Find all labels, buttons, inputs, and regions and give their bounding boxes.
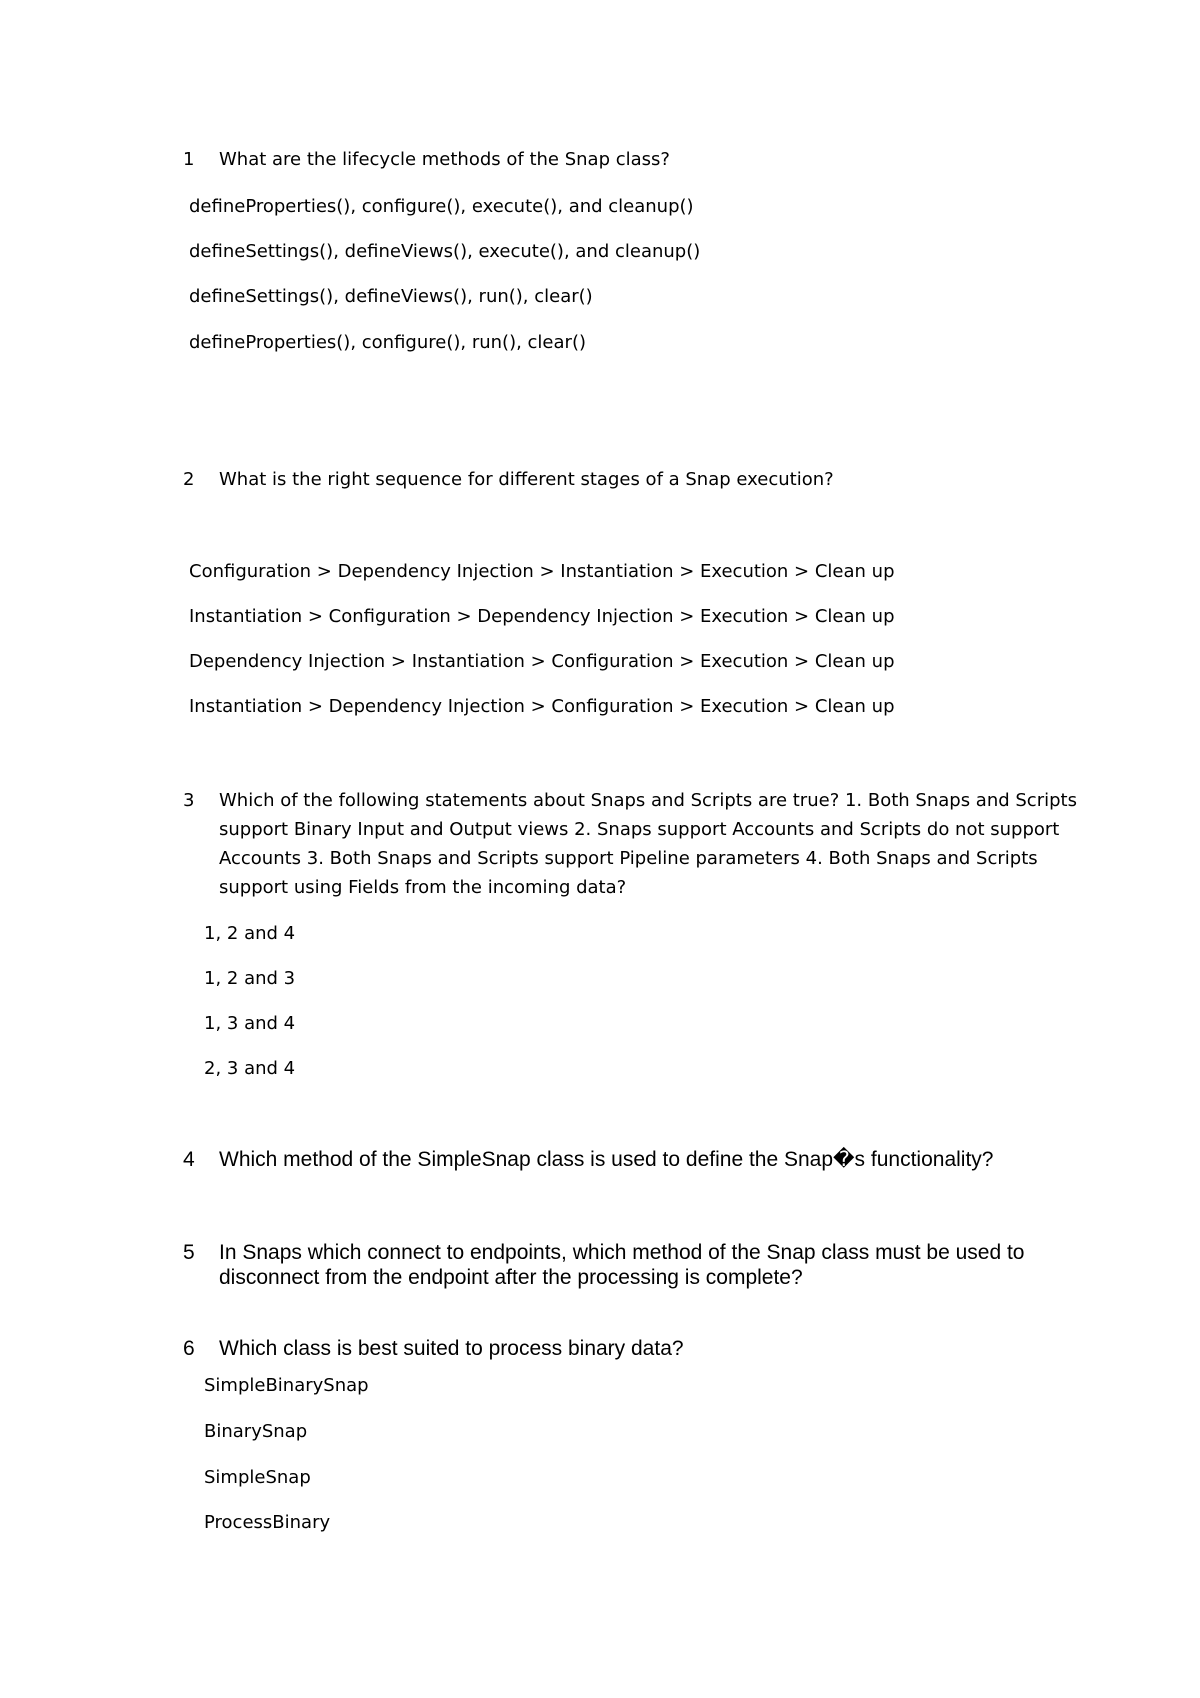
option-6c: SimpleSnap [204, 1467, 311, 1488]
option-6b: BinarySnap [204, 1421, 308, 1442]
option-1d: defineProperties(), configure(), run(), clear() [189, 332, 586, 353]
question-number: 4 [183, 1148, 195, 1171]
question-text: In Snaps which connect to endpoints, which method of the Snap class must be used to disconnect from the endpoint after the processing is complete? [219, 1241, 1025, 1289]
option-2d: Instantiation > Dependency Injection > Configuration > Execution > Clean up [189, 696, 895, 717]
question-3 [183, 786, 1083, 902]
question-5 [183, 1240, 1083, 1290]
option-1a: defineProperties(), configure(), execute(), and cleanup() [189, 196, 694, 217]
question-number: 6 [183, 1337, 195, 1360]
question-text: What is the right sequence for different stages of a Snap execution? [219, 469, 834, 490]
question-number: 3 [183, 790, 195, 811]
option-2b: Instantiation > Configuration > Dependency Injection > Execution > Clean up [189, 606, 895, 627]
option-2a: Configuration > Dependency Injection > Instantiation > Execution > Clean up [189, 561, 895, 582]
option-3c: 1, 3 and 4 [204, 1013, 296, 1034]
option-1b: defineSettings(), defineViews(), execute(), and cleanup() [189, 241, 701, 262]
option-3b: 1, 2 and 3 [204, 968, 296, 989]
question-text: Which class is best suited to process binary data? [219, 1337, 684, 1360]
question-text: Which method of the SimpleSnap class is used to define the Snap�s functionality? [219, 1148, 994, 1171]
question-text: What are the lifecycle methods of the Snap class? [219, 149, 670, 170]
option-6a: SimpleBinarySnap [204, 1375, 369, 1396]
option-1c: defineSettings(), defineViews(), run(), clear() [189, 286, 593, 307]
option-2c: Dependency Injection > Instantiation > Configuration > Execution > Clean up [189, 651, 895, 672]
option-6d: ProcessBinary [204, 1512, 331, 1533]
question-4 [183, 1147, 1083, 1172]
question-number: 5 [183, 1241, 195, 1264]
question-number: 2 [183, 469, 195, 490]
question-text: Which of the following statements about Snaps and Scripts are true? 1. Both Snaps and Scripts support Binary Input and Output views 2. Snaps support Accounts and Scripts do not support Accounts 3. Both Snaps and Scripts support Pipeline parameters 4. Both Snaps and Scripts support using Fields from the incoming data? [219, 790, 1077, 898]
question-1 [183, 145, 1083, 174]
question-number: 1 [183, 149, 195, 170]
question-6 [183, 1336, 1083, 1361]
question-2 [183, 465, 1083, 494]
option-3a: 1, 2 and 4 [204, 923, 296, 944]
option-3d: 2, 3 and 4 [204, 1058, 296, 1079]
